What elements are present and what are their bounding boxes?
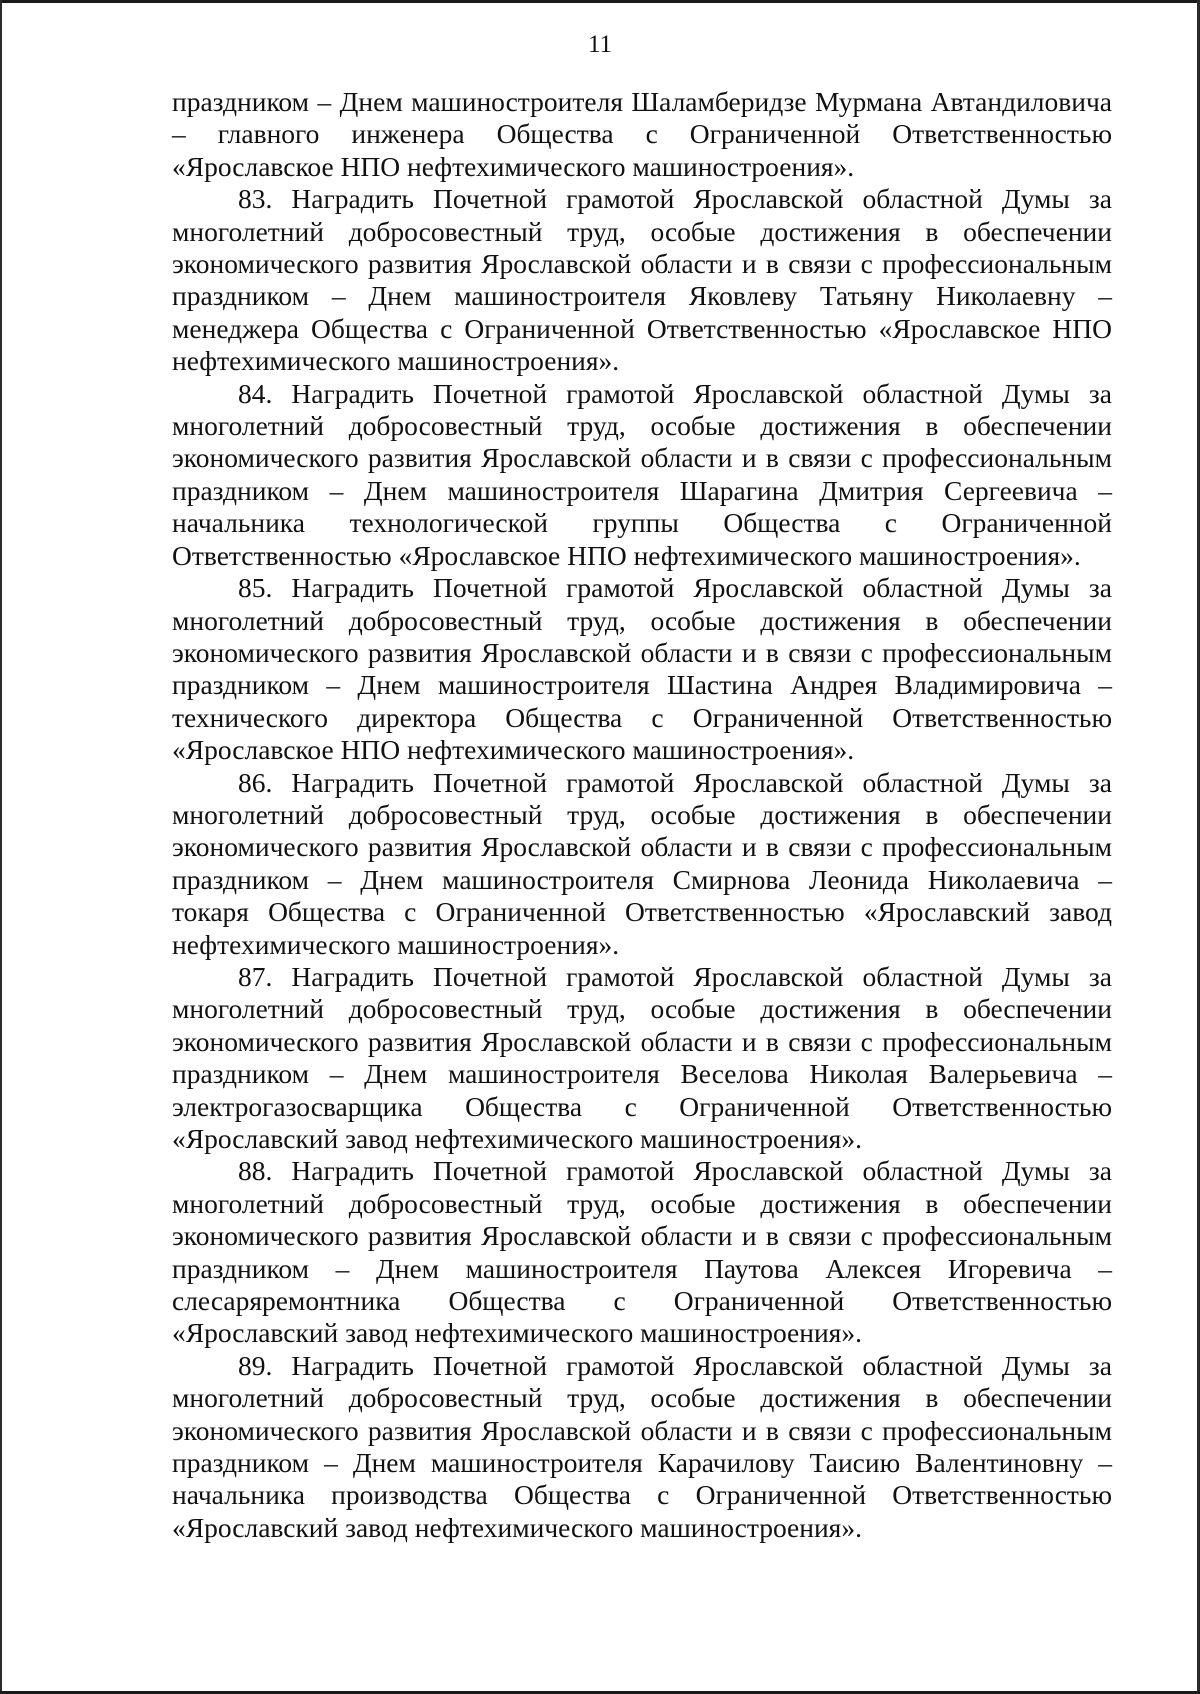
paragraph-item-88: 88. Наградить Почетной грамотой Ярославской областной Думы за многолетний добросовестный труд, особые достижения в обеспечении экономического развития Ярославской области и в связи с профессиональным праздником – Днем машиностроителя Паутова Алексея Игоревича – слесаряремонтника Общества с Ограниченной Ответственностью «Ярославский завод нефтехимического машиностроения».: [172, 1155, 1112, 1349]
paragraph-item-84: 84. Наградить Почетной грамотой Ярославской областной Думы за многолетний добросовестный труд, особые достижения в обеспечении экономического развития Ярославской области и в связи с профессиональным праздником – Днем машиностроителя Шарагина Дмитрия Сергеевича – начальника технологической группы Общества с Ограниченной Ответственностью «Ярославское НПО нефтехимического машиностроения».: [172, 377, 1112, 571]
page-number: 11: [587, 31, 613, 58]
paragraph-item-83: 83. Наградить Почетной грамотой Ярославской областной Думы за многолетний добросовестный труд, особые достижения в обеспечении экономического развития Ярославской области и в связи с профессиональным праздником – Днем машиностроителя Яковлеву Татьяну Николаевну – менеджера Общества с Ограниченной Ответственностью «Ярославское НПО нефтехимического машиностроения».: [172, 183, 1112, 377]
paragraph-continuation: праздником – Днем машиностроителя Шаламберидзе Мурмана Автандиловича – главного инженера Общества с Ограниченной Ответственностью «Ярославское НПО нефтехимического машиностроения».: [172, 86, 1112, 182]
paragraph-item-86: 86. Наградить Почетной грамотой Ярославской областной Думы за многолетний добросовестный труд, особые достижения в обеспечении экономического развития Ярославской области и в связи с профессиональным праздником – Днем машиностроителя Смирнова Леонида Николаевича – токаря Общества с Ограниченной Ответственностью «Ярославский завод нефтехимического машиностроения».: [172, 766, 1112, 960]
paragraph-item-87: 87. Наградить Почетной грамотой Ярославской областной Думы за многолетний добросовестный труд, особые достижения в обеспечении экономического развития Ярославской области и в связи с профессиональным праздником – Днем машиностроителя Веселова Николая Валерьевича – электрогазосварщика Общества с Ограниченной Ответственностью «Ярославский завод нефтехимического машиностроения».: [172, 960, 1112, 1154]
scan-edge-left: [0, 0, 2, 1694]
scan-edge-top: [0, 0, 1200, 3]
document-body: [172, 86, 1112, 1544]
paragraph-item-85: 85. Наградить Почетной грамотой Ярославской областной Думы за многолетний добросовестный труд, особые достижения в обеспечении экономического развития Ярославской области и в связи с профессиональным праздником – Днем машиностроителя Шастина Андрея Владимировича – технического директора Общества с Ограниченной Ответственностью «Ярославское НПО нефтехимического машиностроения».: [172, 572, 1112, 766]
paragraph-item-89: 89. Наградить Почетной грамотой Ярославской областной Думы за многолетний добросовестный труд, особые достижения в обеспечении экономического развития Ярославской области и в связи с профессиональным праздником – Днем машиностроителя Карачилову Таисию Валентиновну – начальника производства Общества с Ограниченной Ответственностью «Ярославский завод нефтехимического машиностроения».: [172, 1349, 1112, 1543]
